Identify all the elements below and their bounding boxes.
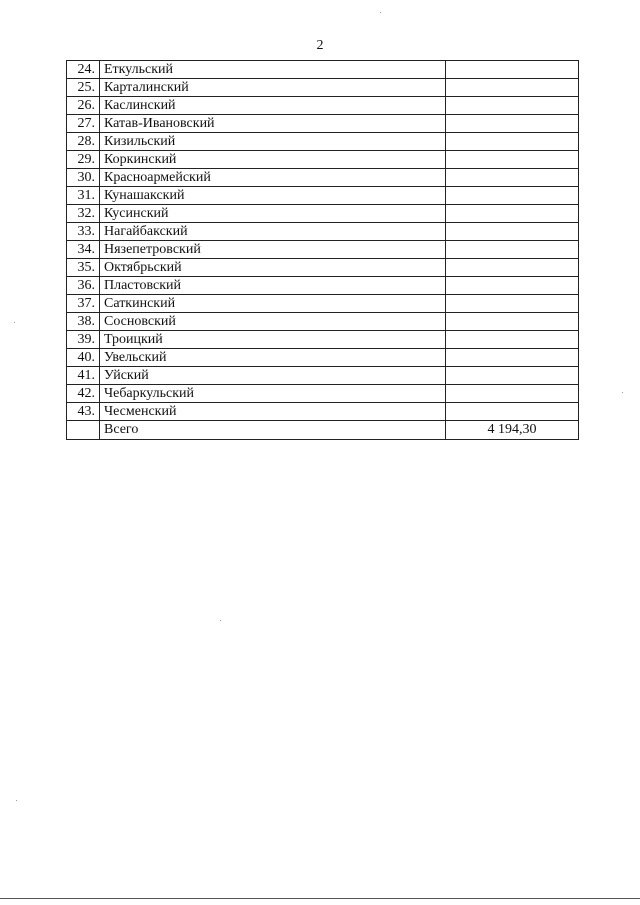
scan-speck (14, 322, 15, 323)
row-number-cell: 38. (67, 313, 100, 331)
row-number-cell: 32. (67, 205, 100, 223)
scan-speck (220, 620, 221, 621)
value-cell (446, 313, 579, 331)
row-number-cell: 24. (67, 61, 100, 79)
table-body (67, 61, 579, 440)
table-row (67, 133, 579, 151)
table-row (67, 187, 579, 205)
value-cell (446, 151, 579, 169)
table-row (67, 241, 579, 259)
value-cell (446, 133, 579, 151)
row-number-cell: 41. (67, 367, 100, 385)
value-cell (446, 97, 579, 115)
table-row (67, 151, 579, 169)
scan-speck (380, 12, 381, 13)
row-number-cell: 36. (67, 277, 100, 295)
row-number-cell: 28. (67, 133, 100, 151)
row-number-cell: 27. (67, 115, 100, 133)
row-number-cell: 39. (67, 331, 100, 349)
row-number-cell: 35. (67, 259, 100, 277)
table-row (67, 277, 579, 295)
page-number: 2 (316, 38, 324, 53)
row-number-cell: 26. (67, 97, 100, 115)
table-row (67, 349, 579, 367)
value-cell (446, 331, 579, 349)
scan-speck (16, 800, 17, 801)
district-name-cell: Пластовский (100, 277, 446, 295)
row-number-cell: 40. (67, 349, 100, 367)
row-number-cell: 42. (67, 385, 100, 403)
district-name-cell: Нязепетровский (100, 241, 446, 259)
district-name-cell: Уйский (100, 367, 446, 385)
table-row (67, 259, 579, 277)
row-number-cell: 31. (67, 187, 100, 205)
scan-speck (622, 392, 623, 393)
table-row (67, 385, 579, 403)
table-row (67, 61, 579, 79)
district-name-cell: Катав-Ивановский (100, 115, 446, 133)
district-name-cell: Каслинский (100, 97, 446, 115)
value-cell (446, 223, 579, 241)
value-cell (446, 187, 579, 205)
value-cell (446, 403, 579, 421)
row-number-cell: 37. (67, 295, 100, 313)
row-number-cell: 43. (67, 403, 100, 421)
value-cell (446, 367, 579, 385)
district-name-cell: Троицкий (100, 331, 446, 349)
table-row (67, 97, 579, 115)
total-value-cell: 4 194,30 (446, 421, 579, 440)
value-cell (446, 259, 579, 277)
value-cell (446, 385, 579, 403)
row-number-cell: 25. (67, 79, 100, 97)
district-name-cell: Кизильский (100, 133, 446, 151)
total-row (67, 421, 579, 440)
value-cell (446, 277, 579, 295)
table-row (67, 295, 579, 313)
table-row (67, 367, 579, 385)
value-cell (446, 295, 579, 313)
district-name-cell: Сосновский (100, 313, 446, 331)
district-name-cell: Нагайбакский (100, 223, 446, 241)
district-name-cell: Кусинский (100, 205, 446, 223)
district-name-cell: Увельский (100, 349, 446, 367)
table-row (67, 79, 579, 97)
table-row (67, 331, 579, 349)
row-number-cell: 30. (67, 169, 100, 187)
district-name-cell: Красноармейский (100, 169, 446, 187)
row-number-cell: 34. (67, 241, 100, 259)
district-name-cell: Карталинский (100, 79, 446, 97)
value-cell (446, 241, 579, 259)
table-row (67, 223, 579, 241)
value-cell (446, 79, 579, 97)
district-name-cell: Коркинский (100, 151, 446, 169)
table-row (67, 115, 579, 133)
row-number-cell: 29. (67, 151, 100, 169)
district-name-cell: Кунашакский (100, 187, 446, 205)
total-label-cell: Всего (100, 421, 446, 440)
value-cell (446, 61, 579, 79)
district-name-cell: Саткинский (100, 295, 446, 313)
district-name-cell: Чебаркульский (100, 385, 446, 403)
footer-rule (0, 898, 640, 899)
row-number-cell: 33. (67, 223, 100, 241)
district-name-cell: Октябрьский (100, 259, 446, 277)
total-num-cell (67, 421, 100, 440)
value-cell (446, 169, 579, 187)
value-cell (446, 115, 579, 133)
district-name-cell: Еткульский (100, 61, 446, 79)
value-cell (446, 205, 579, 223)
table-row (67, 313, 579, 331)
table-row (67, 169, 579, 187)
table-row (67, 205, 579, 223)
district-name-cell: Чесменский (100, 403, 446, 421)
district-table (66, 60, 579, 440)
value-cell (446, 349, 579, 367)
table-row (67, 403, 579, 421)
